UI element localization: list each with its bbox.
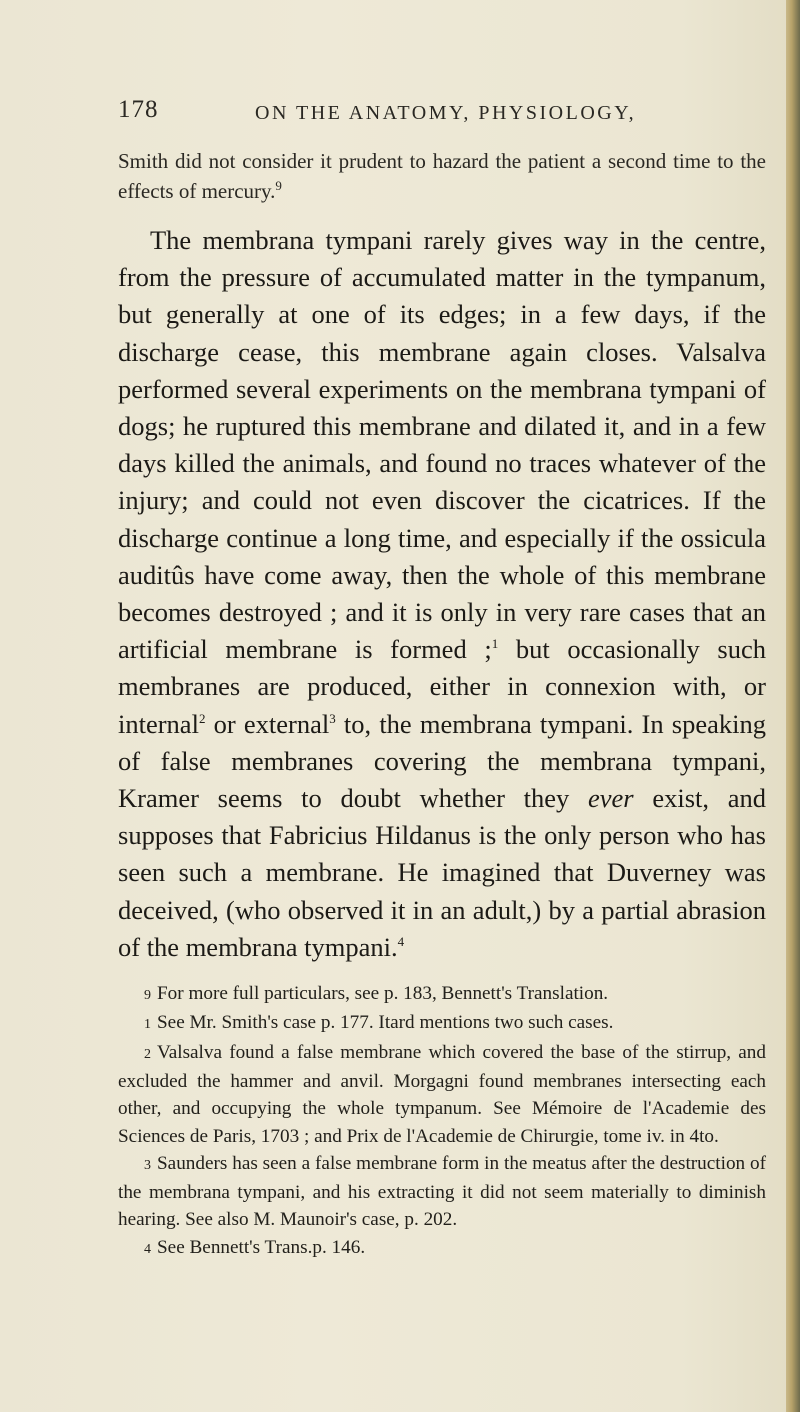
footnote xyxy=(118,1039,766,1150)
footnote-ref-2: 2 xyxy=(198,710,206,726)
footnote-mark: 1 xyxy=(144,1017,151,1033)
footnote-mark: 3 xyxy=(144,1157,151,1173)
footnote-ref-4: 4 xyxy=(397,934,405,950)
paragraph-segment-2: but occasionally such membranes are produced, either in connexion with, or internal xyxy=(118,634,766,739)
footnote-text: See Mr. Smith's case p. 177. Itard mentions two such cases. xyxy=(157,1012,614,1034)
footnote-ref-1: 1 xyxy=(491,636,499,652)
continuation-text xyxy=(118,146,766,206)
paragraph-segment-1: The membrana tympani rarely gives way in the centre, from the pressure of accumulated matter in the tympanum, but generally at one of its edges; in a few days, if the discharge cease, this membrane again closes. Valsalva performed several experiments on the membrana tympani of dogs; he ruptured this membrane and dilated it, and in a few days killed the animals, and found no traces whatever of the injury; and could not even discover the cicatrices. If the discharge continue a long time, and especially if the ossicula auditûs have come away, then the whole of this membrane becomes destroyed ; and it is only in very rare cases that an artificial membrane is formed ; xyxy=(118,225,766,665)
continuation-sentence: Smith did not consider it prudent to hazard the patient a second time to the effects of mercury. xyxy=(118,149,766,203)
main-paragraph-text xyxy=(118,222,766,966)
footnote xyxy=(118,980,766,1009)
footnote-mark: 2 xyxy=(144,1046,151,1062)
paragraph-segment-4: to, the membrana tympani. In speaking of false membranes covering the membrana tympani, Kramer seems to doubt whether they xyxy=(118,708,766,814)
footnote-ref-3: 3 xyxy=(329,710,336,726)
page-number: 178 xyxy=(118,96,159,123)
page-spine-edge xyxy=(786,0,800,1412)
footnote-text: For more full particulars, see p. 183, Bennett's Translation. xyxy=(157,983,609,1005)
running-head: ON THE ANATOMY, PHYSIOLOGY, xyxy=(255,102,637,124)
footnote-ref-9: 9 xyxy=(275,178,282,193)
footnote xyxy=(118,1234,766,1263)
paragraph-segment-5: exist, and supposes that Fabricius Hildanus is the only person who has seen such a membrane. He imagined that Duverney was deceived, (who observed it in an adult,) by a partial abrasion of the membrana tympani. xyxy=(118,783,766,962)
page-header xyxy=(118,96,768,136)
footnote-mark: 9 xyxy=(144,988,151,1004)
footnotes xyxy=(118,980,766,1263)
body-text xyxy=(118,146,766,1263)
italic-word-ever: ever xyxy=(588,783,634,814)
paragraph-segment-3: or external xyxy=(205,708,330,739)
footnote-text: Valsalva found a false membrane which covered the base of the stirrup, and excluded the hammer and anvil. Morgagni found membranes intersecting each other, and occupying the whole tympanum. See Mémoire de l'Academie des Sciences de Paris, 1703 ; and Prix de l'Academie de Chirurgie, tome iv. in 4to. xyxy=(118,1041,766,1147)
footnote-mark: 4 xyxy=(144,1241,151,1257)
footnote xyxy=(118,1150,766,1234)
main-paragraph xyxy=(118,222,766,966)
footnote xyxy=(118,1009,766,1038)
footnote-text: Saunders has seen a false membrane form in the meatus after the destruction of the membrana tympani, and his extracting it did not seem materially to diminish hearing. See also M. Maunoir's case, p. 202. xyxy=(118,1152,766,1231)
footnote-text: See Bennett's Trans.p. 146. xyxy=(157,1236,366,1258)
continuation-paragraph xyxy=(118,146,766,206)
